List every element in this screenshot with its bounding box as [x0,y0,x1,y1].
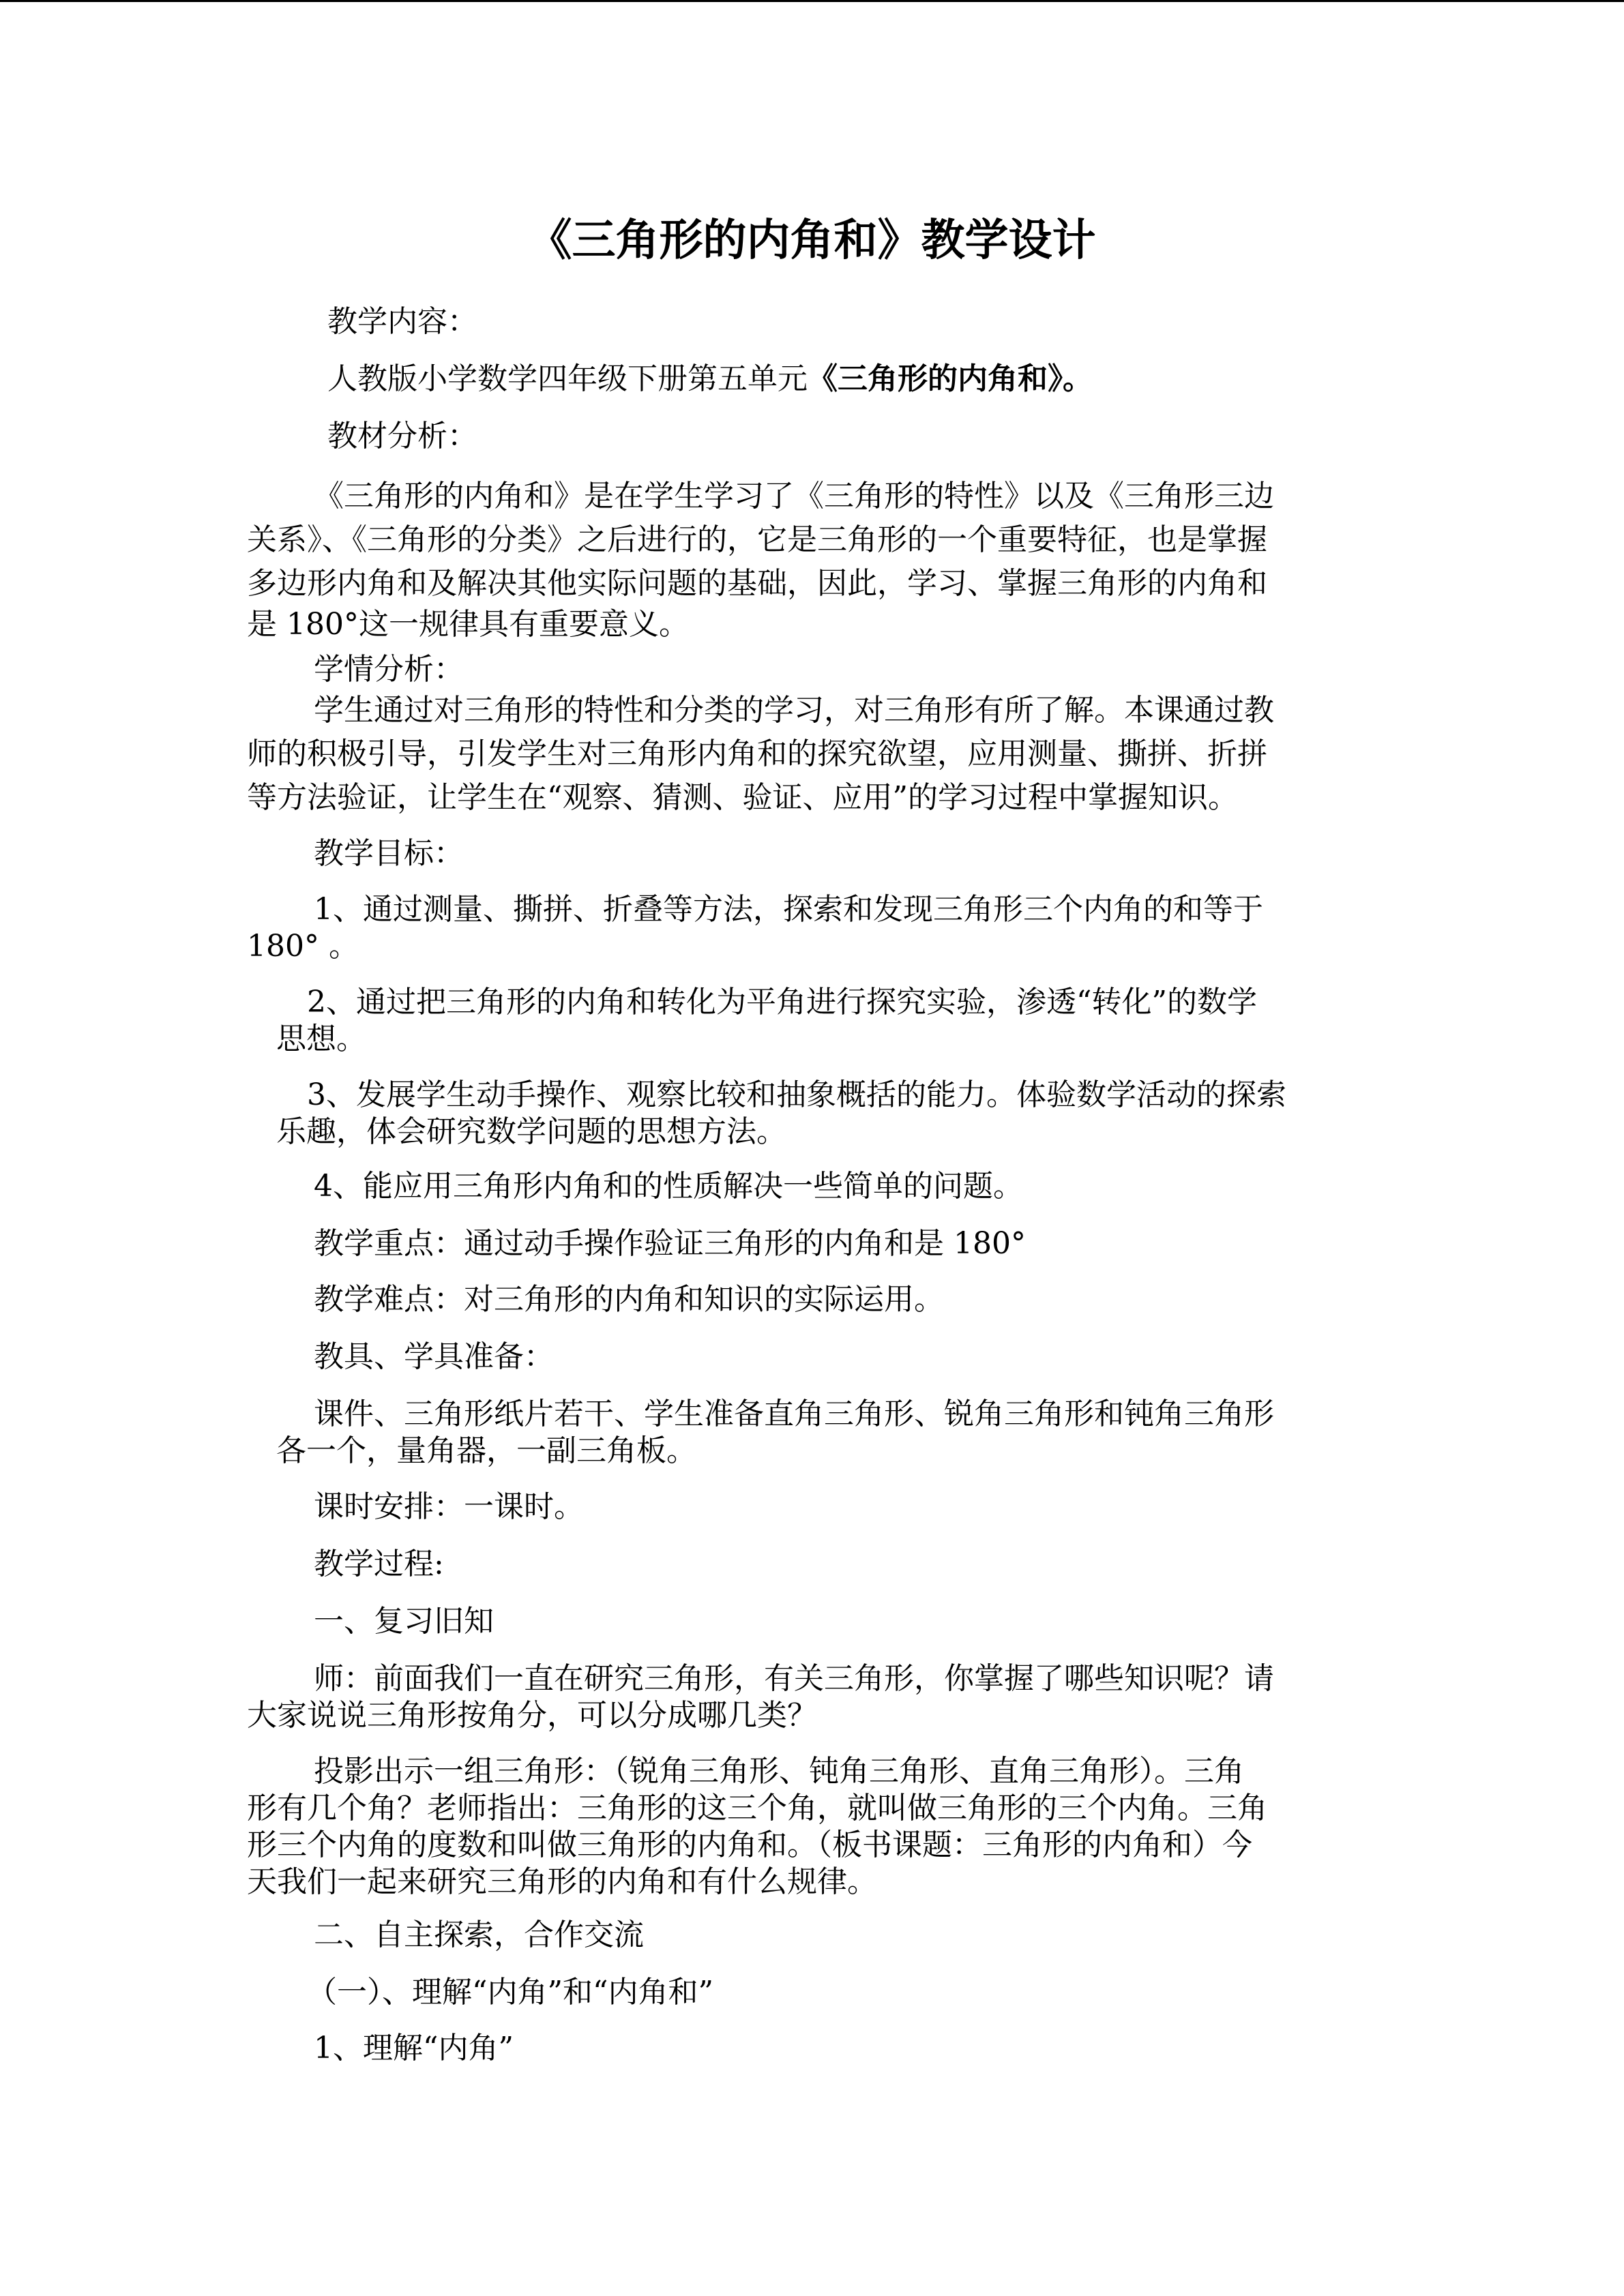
document-title: 《三角形的内角和》教学设计 [528,215,1096,266]
goal-2-line-2: 思想。 [276,1022,366,1056]
learner-line-2: 师的积极引导，引发学生对三角形内角和的探究欲望，应用测量、撕拼、折拼 [247,736,1267,771]
tools-line-2: 各一个，量角器，一副三角板。 [276,1433,696,1468]
tools-line-1: 课件、三角形纸片若干、学生准备直角三角形、锐角三角形和钝角三角形 [314,1397,1274,1431]
goal-1-line-2: 180° 。 [247,929,359,964]
goal-2-line-1: 2、通过把三角形的内角和转化为平角进行探究实验，渗透“转化”的数学 [307,985,1257,1019]
review-line-1: 师：前面我们一直在研究三角形，有关三角形，你掌握了哪些知识呢？请 [314,1661,1274,1696]
section-1-heading: 一、复习旧知 [314,1604,494,1639]
projection-line-1: 投影出示一组三角形：（锐角三角形、钝角三角形、直角三角形）。三角 [314,1754,1244,1789]
material-line-3: 多边形内角和及解决其他实际问题的基础，因此，学习、掌握三角形的内角和 [247,566,1267,601]
review-line-2: 大家说说三角形按角分，可以分成哪几类？ [247,1698,817,1733]
material-line-1: 《三角形的内角和》是在学生学习了《三角形的特性》以及《三角形三边 [314,479,1274,513]
goal-3-line-2: 乐趣，体会研究数学问题的思想方法。 [276,1114,786,1149]
goal-1-line-1: 1、通过测量、撕拼、折叠等方法，探索和发现三角形三个内角的和等于 [314,892,1263,927]
content-body [327,358,1093,400]
learner-heading: 学情分析： [314,652,464,687]
goals-heading: 教学目标： [314,836,464,871]
learner-line-1: 学生通过对三角形的特性和分类的学习，对三角形有所了解。本课通过教 [314,693,1274,728]
projection-line-4: 天我们一起来研究三角形的内角和有什么规律。 [247,1864,877,1899]
material-line-4: 是 180°这一规律具有重要意义。 [247,607,689,642]
content-heading: 教学内容： [327,304,477,339]
section-2-heading: 二、自主探索，合作交流 [314,1918,644,1952]
content-body-text: 人教版小学数学四年级下册第五单元 [327,361,808,396]
content-body-title: 《三角形的内角和》。 [808,361,1093,396]
learner-line-3: 等方法验证，让学生在“观察、猜测、验证、应用”的学习过程中掌握知识。 [247,780,1238,815]
goal-3-line-1: 3、发展学生动手操作、观察比较和抽象概括的能力。体验数学活动的探索 [307,1077,1286,1112]
difficult-point: 教学难点：对三角形的内角和知识的实际运用。 [314,1282,944,1317]
projection-line-3: 形三个内角的度数和叫做三角形的内角和。（板书课题：三角形的内角和）今 [247,1828,1252,1862]
subsection-1-heading: （一）、理解“内角”和“内角和” [307,1975,713,2010]
projection-line-2: 形有几个角？老师指出：三角形的这三个角，就叫做三角形的三个内角。三角 [247,1791,1267,1825]
goal-4: 4、能应用三角形内角和的性质解决一些简单的问题。 [314,1169,1023,1204]
key-point: 教学重点：通过动手操作验证三角形的内角和是 180° [314,1226,1026,1261]
schedule: 课时安排：一课时。 [314,1489,584,1524]
item-1-heading: 1、理解“内角” [314,2031,514,2066]
process-heading: 教学过程: [314,1547,444,1581]
tools-heading: 教具、学具准备： [314,1339,554,1374]
material-line-2: 关系》、《三角形的分类》之后进行的，它是三角形的一个重要特征，也是掌握 [247,522,1267,557]
material-heading: 教材分析： [327,419,477,453]
